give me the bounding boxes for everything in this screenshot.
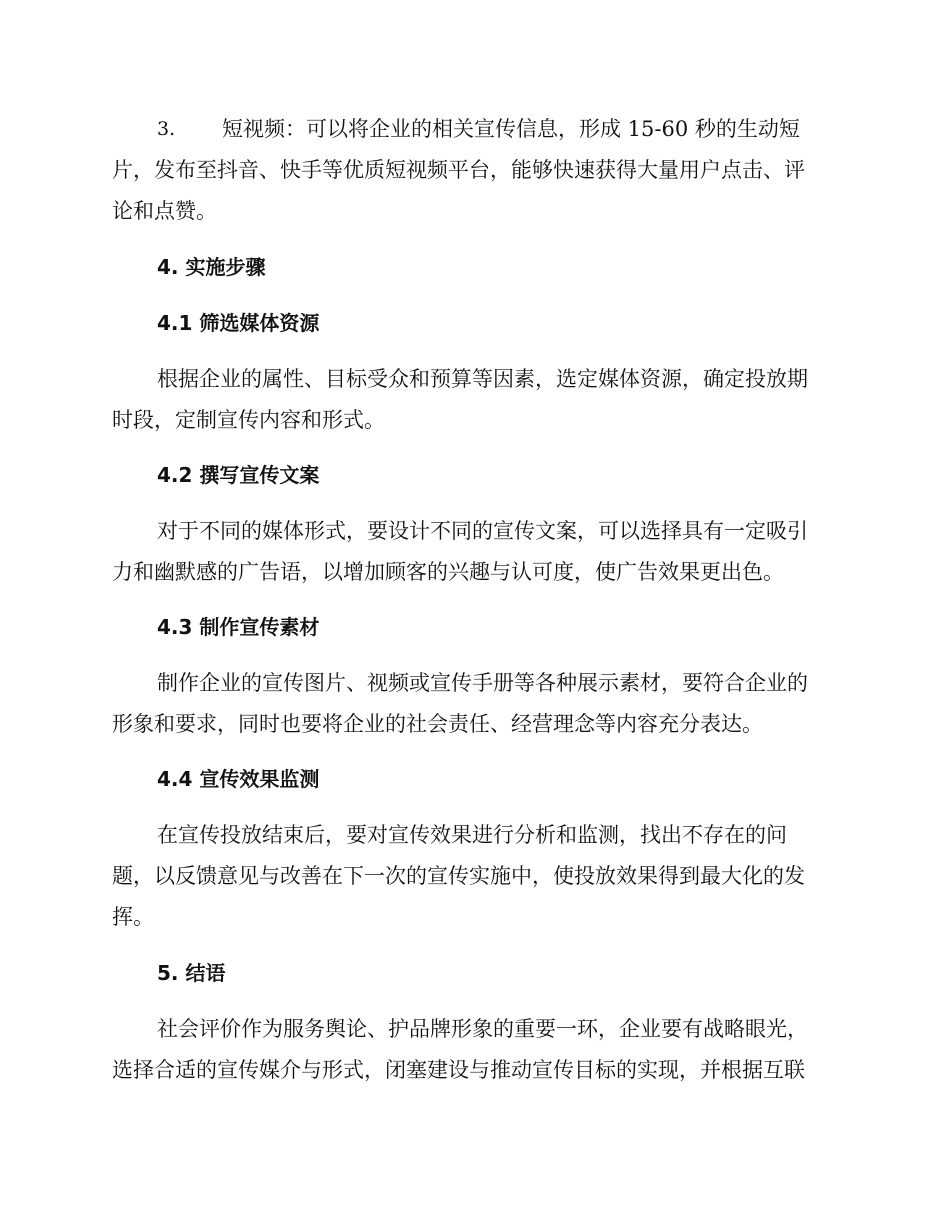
section-4-1-line-1: 根据企业的属性、目标受众和预算等因素，选定媒体资源，确定投放期 xyxy=(157,367,808,391)
section-4-4-heading: 4.4 宣传效果监测 xyxy=(157,767,320,791)
item-3-line-1: 短视频：可以将企业的相关宣传信息，形成 15-60 秒的生动短 xyxy=(222,117,800,141)
section-4-4-line-2: 题，以反馈意见与改善在下一次的宣传实施中，使投放效果得到最大化的发 xyxy=(112,864,805,888)
item-3-line-2: 片，发布至抖音、快手等优质短视频平台，能够快速获得大量用户点击、评 xyxy=(112,158,805,182)
section-4-3-line-2: 形象和要求，同时也要将企业的社会责任、经营理念等内容充分表达。 xyxy=(112,712,763,736)
section-4-3-heading: 4.3 制作宣传素材 xyxy=(157,615,320,639)
section-4-1-heading: 4.1 筛选媒体资源 xyxy=(157,311,320,335)
section-4-4-line-3: 挥。 xyxy=(112,905,154,929)
section-4-2-line-1: 对于不同的媒体形式，要设计不同的宣传文案，可以选择具有一定吸引 xyxy=(157,519,808,543)
list-number-3: 3. xyxy=(157,118,176,140)
section-4-3-line-1: 制作企业的宣传图片、视频或宣传手册等各种展示素材，要符合企业的 xyxy=(157,671,808,695)
section-5-line-1: 社会评价作为服务舆论、护品牌形象的重要一环，企业要有战略眼光， xyxy=(157,1017,808,1041)
section-5-line-2: 选择合适的宣传媒介与形式，闭塞建设与推动宣传目标的实现，并根据互联 xyxy=(112,1058,805,1082)
section-4-2-heading: 4.2 撰写宣传文案 xyxy=(157,463,320,487)
section-4-4-line-1: 在宣传投放结束后，要对宣传效果进行分析和监测，找出不存在的问 xyxy=(157,823,787,847)
section-4-1-line-2: 时段，定制宣传内容和形式。 xyxy=(112,408,385,432)
section-4-heading: 4. 实施步骤 xyxy=(157,255,266,279)
section-5-heading: 5. 结语 xyxy=(157,961,226,985)
item-3-line-3: 论和点赞。 xyxy=(112,199,217,223)
section-4-2-line-2: 力和幽默感的广告语，以增加顾客的兴趣与认可度，使广告效果更出色。 xyxy=(112,560,784,584)
